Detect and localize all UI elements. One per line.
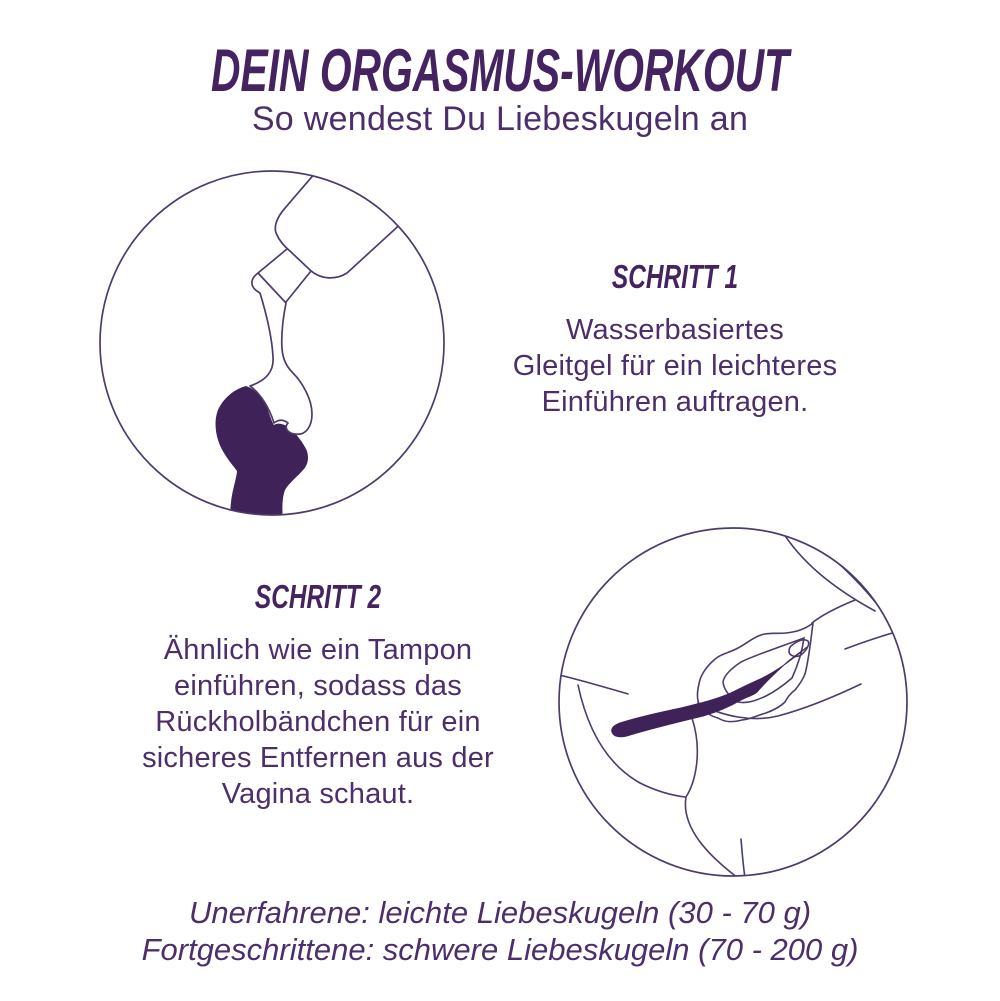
step2-text-line: sicheres Entfernen aus der — [142, 742, 494, 774]
step2-text-line: Ähnlich wie ein Tampon — [163, 634, 473, 666]
waist-contour-line — [557, 674, 628, 694]
lube-bottle-dripping-icon — [97, 168, 447, 518]
page-subtitle: So wendest Du Liebeskugeln an — [251, 100, 749, 138]
vulva-retrieval-string-icon — [557, 526, 909, 878]
step2-text-line: einführen, sodass das — [174, 670, 462, 702]
left-thigh-arc — [578, 685, 685, 797]
step1-text-line: Einführen auftragen. — [541, 386, 809, 418]
bottle-neck-line — [286, 271, 311, 302]
weight-recommendations — [0, 894, 1000, 968]
step1-illustration — [97, 168, 447, 518]
step2-text-line: Vagina schaut. — [221, 778, 415, 810]
hip-contour-line — [793, 526, 880, 608]
gluteal-crease-line — [741, 839, 745, 878]
step2-text-line: Rückholbändchen für ein — [155, 706, 481, 738]
step-2 — [93, 578, 543, 812]
buttock-curve — [685, 718, 738, 878]
step1-text-line: Gleitgel für ein leichteres — [512, 350, 838, 382]
mons-crease-line — [812, 600, 855, 623]
step1-text-line: Wasserbasiertes — [566, 314, 784, 346]
bottle-neck-line — [258, 249, 287, 273]
knee-crease-line — [845, 632, 896, 649]
bottle-body-shape — [275, 168, 447, 278]
step2-label: SCHRITT 2 — [254, 578, 382, 615]
step1-label: SCHRITT 1 — [611, 258, 739, 295]
retrieval-string-shape — [612, 647, 807, 737]
step-1 — [450, 258, 900, 420]
step2-illustration — [557, 526, 909, 878]
beginner-weight-note: Unerfahrene: leichte Liebeskugeln (30 - 70 g) — [188, 895, 812, 930]
page-title: DEIN ORGASMUS-WORKOUT — [211, 37, 789, 104]
advanced-weight-note: Fortgeschrittene: schwere Liebeskugeln (70 - 200 g) — [141, 932, 859, 967]
